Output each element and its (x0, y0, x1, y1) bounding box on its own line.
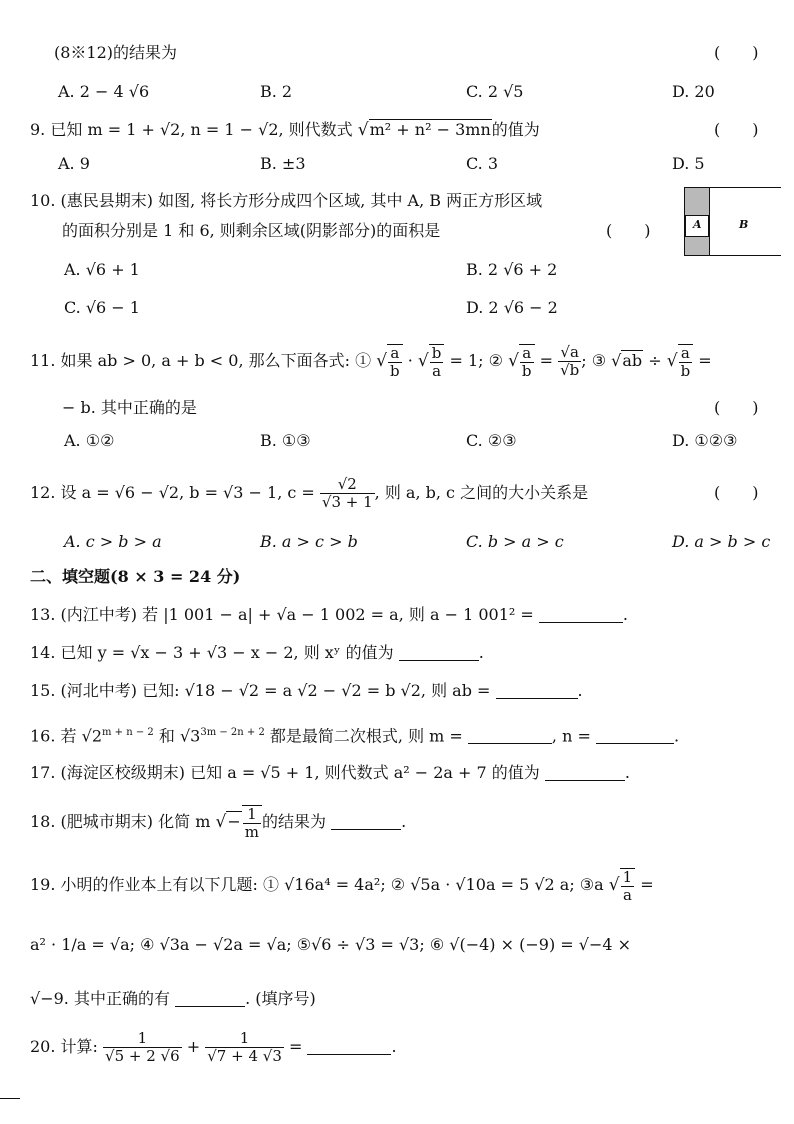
q12-stem-tail: , 则 a, b, c 之间的大小关系是 (374, 483, 589, 502)
q20-fraction-2: $\frac{1}{√7 + 4 √3}$ (207, 1029, 282, 1065)
q8-option-d: D. 20 (672, 82, 715, 101)
q13-answer-blank[interactable] (539, 604, 623, 623)
q10-label-b: B (739, 218, 749, 231)
q9-stem: 9. 已知 m = 1 + √2, n = 1 − √2, 则代数式 √m² + n² − 3mn的值为 (30, 120, 540, 140)
q10-option-c: C. √6 − 1 (64, 298, 140, 317)
q9-option-a: A. 9 (58, 154, 90, 173)
q19-fraction-1-over-a: $\frac{1}{a}$ (620, 868, 636, 904)
q11-line1: 11. 如果 ab > 0, a + b < 0, 那么下面各式: ① √ $\frac{a}{b}$ · √ $\frac{b}{a}$ = 1; ② √ $\frac{a}{b}$ = $\frac{√a}{√b}$ ; ③ √ab ÷ √ $\frac{a}{b}$ = (30, 343, 712, 380)
q12-answer-paren[interactable]: ( ) (714, 483, 759, 502)
q18-text-b: 的结果为 (261, 812, 326, 831)
q9-radicand: m² + n² − 3mn (369, 120, 491, 139)
q16-text-a: 16. 若 √2 (30, 726, 102, 746)
q20-plus: + (186, 1037, 201, 1056)
q18-fraction: $\frac{1}{m}$ (242, 805, 262, 841)
q11-frac3: $\frac{a}{b}$ (678, 344, 694, 380)
q11-frac-a-over-b: $\frac{a}{b}$ (387, 344, 403, 380)
q20-equals: = (288, 1037, 303, 1056)
q19-line3-text: √−9. 其中正确的有 (30, 989, 170, 1008)
q16-exponent-1: m + n − 2 (102, 727, 154, 738)
q9-stem-text: 9. 已知 m = 1 + √2, n = 1 − √2, 则代数式 (30, 120, 358, 139)
q10-option-a: A. √6 + 1 (64, 260, 140, 279)
q16-exponent-2: 3m − 2n + 2 (200, 727, 265, 738)
q16-n-blank[interactable] (596, 725, 674, 744)
q9-option-b: B. ±3 (260, 154, 306, 173)
q16: 16. 若 $√2^{m + n - 2}$ 和 $√3^{3m - 2n + 2}$ 都是最简二次根式, 则 m = , n = . (30, 726, 680, 746)
q11-expr2-label: = 1; ② (449, 351, 503, 370)
q9-stem-tail: 的值为 (491, 120, 540, 139)
q14-answer-blank[interactable] (399, 642, 479, 661)
q10-answer-paren[interactable]: ( ) (606, 221, 651, 240)
q15: 15. (河北中考) 已知: √18 − √2 = a √2 − √2 = b √2, 则 ab = . (30, 681, 583, 700)
q18-text-a: 18. (肥城市期末) 化简 m (30, 812, 211, 831)
q8-answer-paren[interactable]: ( ) (714, 43, 759, 62)
q8-stem: (8※12)的结果为 (54, 43, 178, 62)
q12-fraction-c: $\frac{√2}{√3 + 1}$ (321, 475, 373, 511)
q16-m-blank[interactable] (468, 725, 552, 744)
q11-stem: 11. 如果 ab > 0, a + b < 0, 那么下面各式: ① (30, 351, 372, 370)
q20-label: 20. 计算: (30, 1037, 98, 1056)
q10-option-b: B. 2 √6 + 2 (466, 260, 558, 279)
q11-answer-paren[interactable]: ( ) (714, 398, 759, 417)
q19-answer-blank[interactable] (175, 988, 245, 1007)
q12-option-c: C. b > a > c (466, 532, 564, 551)
q8-option-b: B. 2 (260, 82, 293, 101)
q11-frac2-rhs: $\frac{√a}{√b}$ (560, 343, 580, 379)
q20-answer-blank[interactable] (307, 1036, 391, 1055)
q16-text-c: 都是最简二次根式, 则 m = (264, 726, 463, 746)
q8-option-c: C. 2 √5 (466, 82, 524, 101)
q11-option-c: C. ②③ (466, 431, 517, 450)
q17: 17. (海淀区校级期末) 已知 a = √5 + 1, 则代数式 a² − 2a + 7 的值为 . (30, 763, 630, 782)
q11-sqrt-ab: ab (622, 351, 643, 370)
q11-expr3-label: ; ③ (581, 351, 607, 370)
q9-answer-paren[interactable]: ( ) (714, 120, 759, 139)
q19-line1-text: 19. 小明的作业本上有以下几题: ① √16a⁴ = 4a²; ② √5a · √10a = 5 √2 a; ③a (30, 875, 604, 894)
q11-line2: − b. 其中正确的是 (62, 398, 197, 417)
q12-stem-text: 12. 设 a = √6 − √2, b = √3 − 1, c = (30, 483, 315, 502)
q19-line3 (30, 984, 316, 1014)
q17-answer-blank[interactable] (545, 762, 625, 781)
q20-fraction-1: $\frac{1}{√5 + 2 √6}$ (105, 1029, 180, 1065)
page-corner-mark (0, 1098, 20, 1099)
q17-text: 17. (海淀区校级期末) 已知 a = √5 + 1, 则代数式 a² − 2a + 7 的值为 (30, 763, 540, 782)
q10-rectangle-figure (684, 187, 781, 256)
q18: 18. (肥城市期末) 化简 m √− $\frac{1}{m}$ 的结果为 . (30, 804, 407, 841)
q15-answer-blank[interactable] (496, 680, 578, 699)
q10-shaded-bottom (685, 237, 709, 255)
q14-text: 14. 已知 y = √x − 3 + √3 − x − 2, 则 xʸ 的值为 (30, 643, 394, 662)
q10-line2: 的面积分别是 1 和 6, 则剩余区域(阴影部分)的面积是 (62, 221, 441, 240)
q9-option-d: D. 5 (672, 154, 705, 173)
q19-line2: a² · 1/a = √a; ④ √3a − √2a = √a; ⑤√6 ÷ √3 = √3; ⑥ √(−4) × (−9) = √−4 × (30, 935, 632, 954)
q18-answer-blank[interactable] (331, 811, 401, 830)
section-2-heading: 二、填空题(8 × 3 = 24 分) (30, 567, 241, 586)
q12-option-b: B. a > c > b (260, 532, 358, 551)
q11-option-d: D. ①②③ (672, 431, 738, 450)
q10-shaded-top (685, 188, 709, 215)
q12-option-d: D. a > b > c (672, 532, 771, 551)
q10-line1: 10. (惠民县期末) 如图, 将长方形分成四个区域, 其中 A, B 两正方形区域 (30, 191, 543, 210)
q14: 14. 已知 y = √x − 3 + √3 − x − 2, 则 xʸ 的值为 . (30, 643, 484, 662)
q16-text-b: 和 √3 (153, 726, 201, 746)
q12-stem (30, 470, 588, 516)
q19-line1: 19. 小明的作业本上有以下几题: ① √16a⁴ = 4a²; ② √5a · √10a = 5 √2 a; ③a √ $\frac{1}{a}$ = (30, 867, 654, 904)
q11-option-a: A. ①② (64, 431, 115, 450)
q13: 13. (内江中考) 若 |1 001 − a| + √a − 1 002 = a, 则 a − 1 001² = . (30, 605, 628, 624)
q8-option-a: A. 2 − 4 √6 (58, 82, 150, 101)
q19-line3-tail: . (填序号) (245, 989, 316, 1008)
q12-option-a: A. c > b > a (64, 532, 162, 551)
q11-frac2: $\frac{a}{b}$ (519, 344, 535, 380)
q13-text: 13. (内江中考) 若 |1 001 − a| + √a − 1 002 = a, 则 a − 1 001² = (30, 605, 534, 624)
q11-frac-b-over-a: $\frac{b}{a}$ (429, 344, 445, 380)
q11-option-b: B. ①③ (260, 431, 311, 450)
q19-equals: = (640, 875, 654, 894)
q10-label-a: A (693, 218, 702, 231)
q15-text: 15. (河北中考) 已知: √18 − √2 = a √2 − √2 = b √2, 则 ab = (30, 681, 491, 700)
q9-option-c: C. 3 (466, 154, 499, 173)
q20: 20. 计算: $\frac{1}{√5 + 2 √6}$ + $\frac{1}{√7 + 4 √3}$ = . (30, 1029, 397, 1065)
q10-option-d: D. 2 √6 − 2 (466, 298, 558, 317)
q16-text-d: , n = (551, 726, 591, 746)
q11-equals: = (698, 351, 712, 370)
